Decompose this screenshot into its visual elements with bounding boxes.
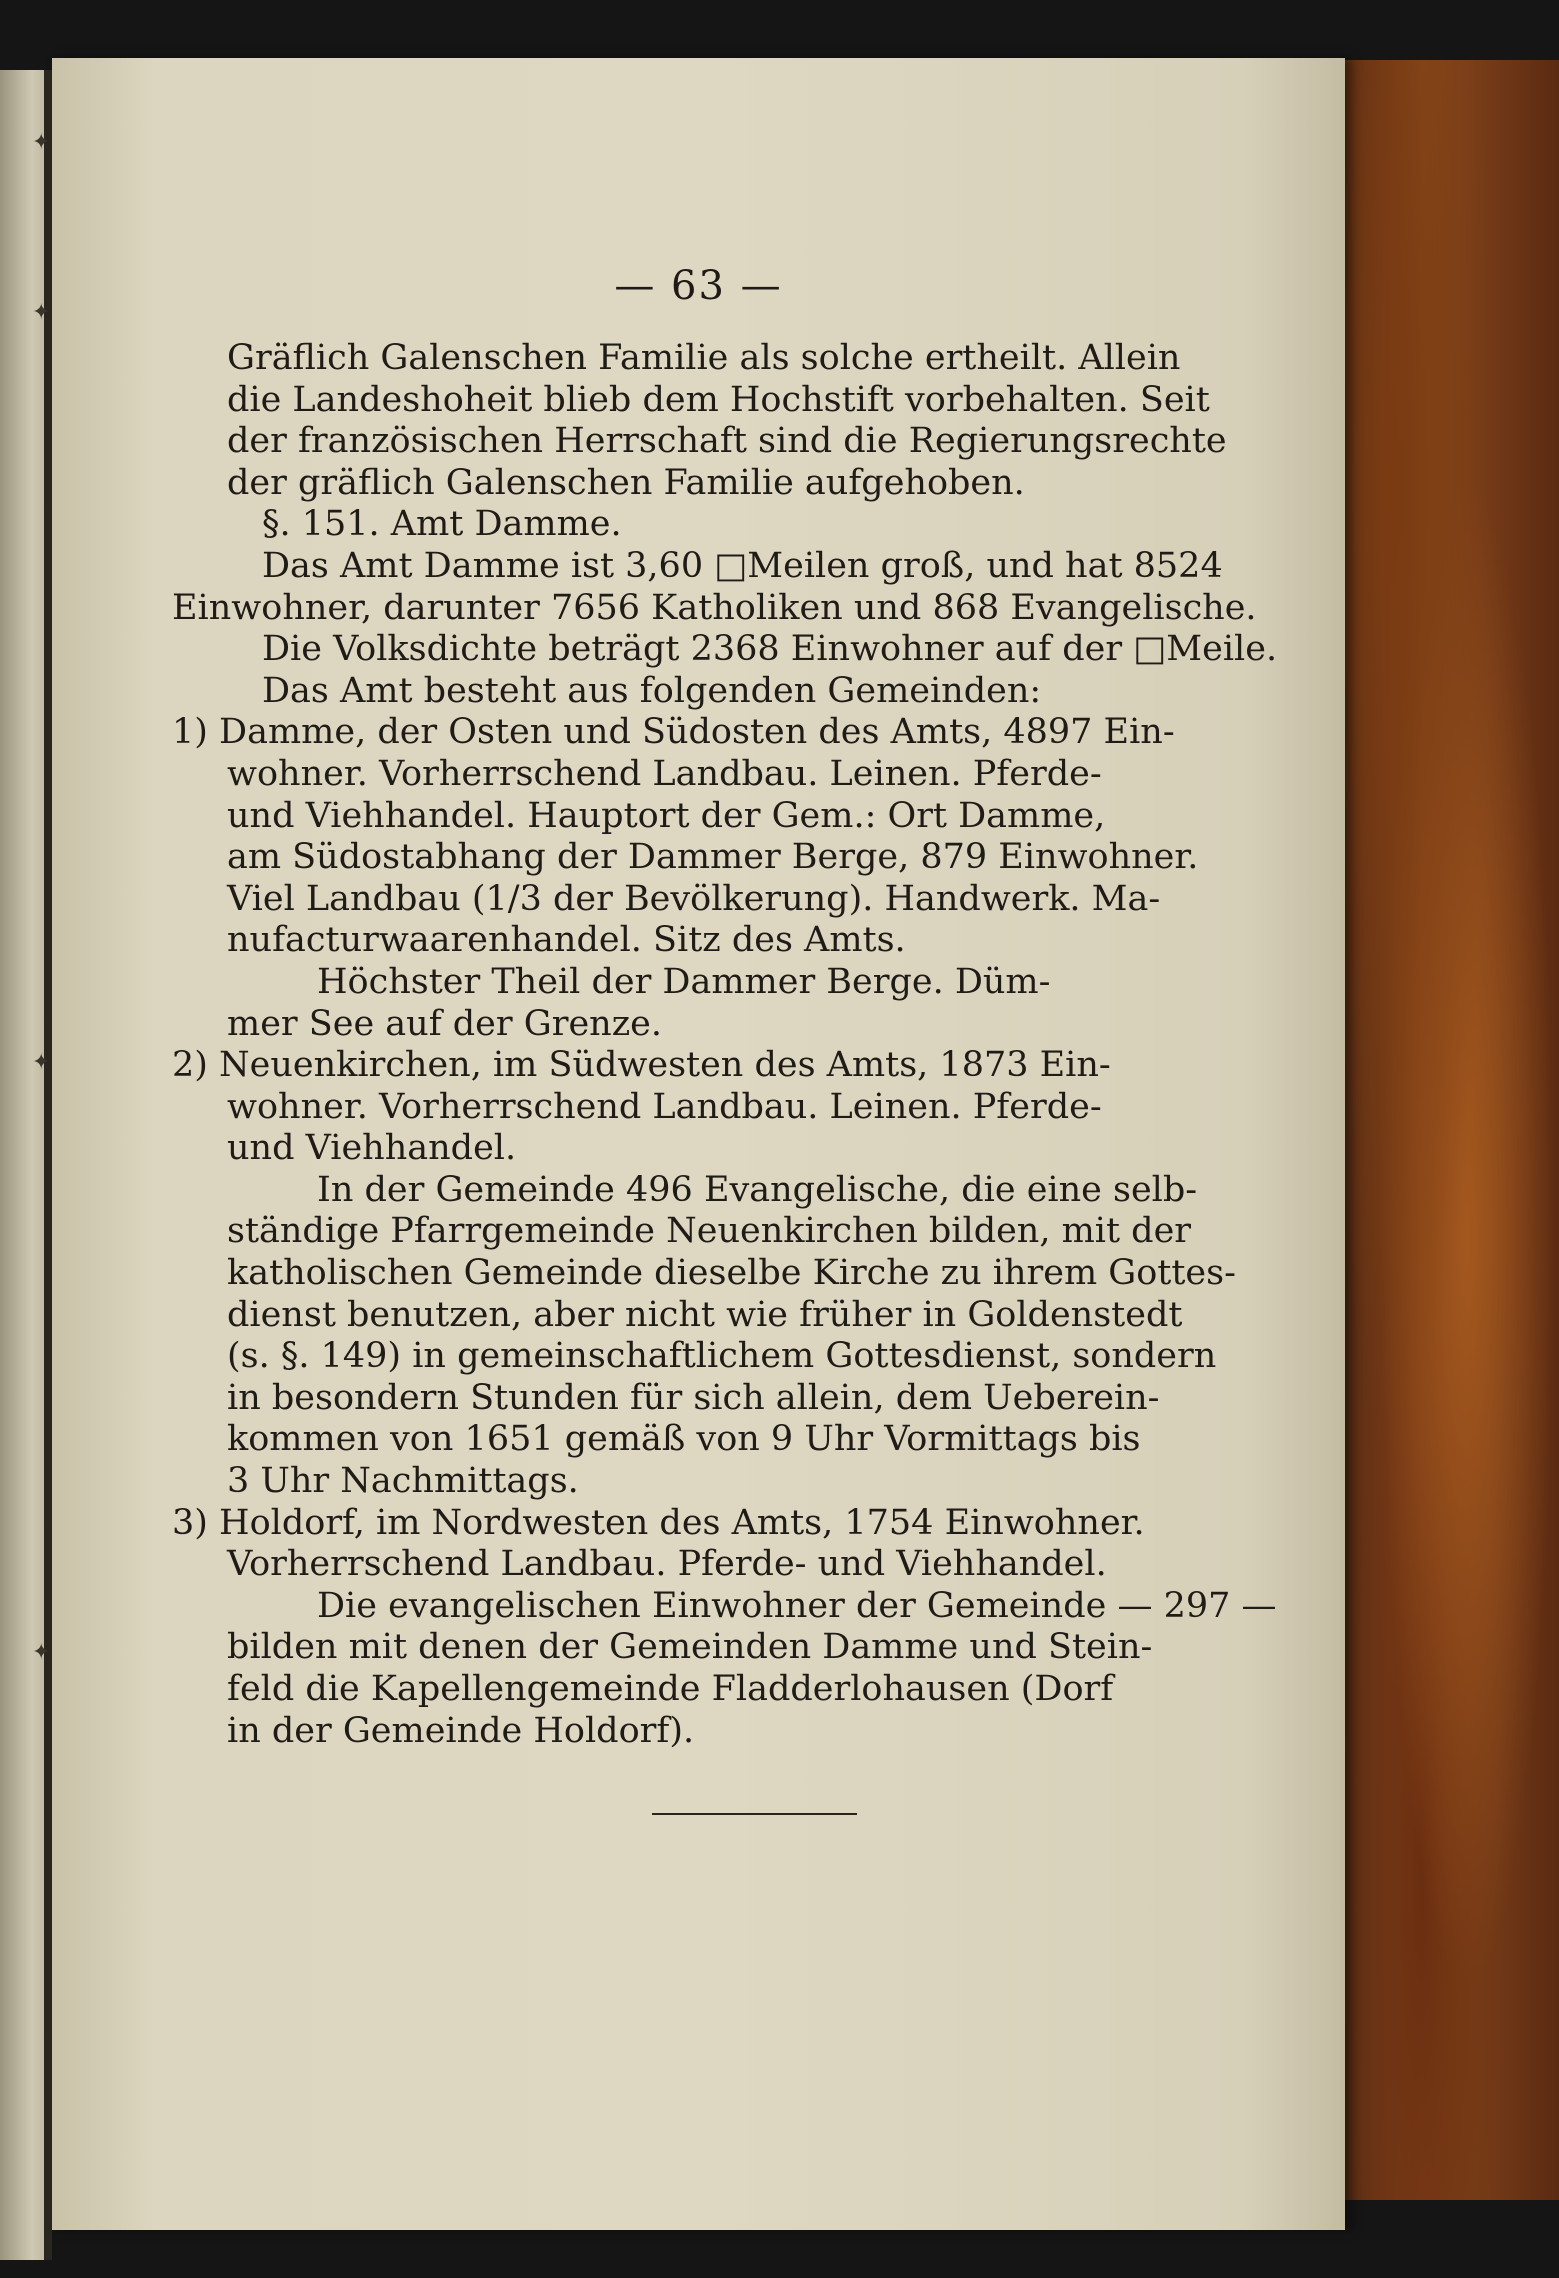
page-number: — 63 — — [614, 263, 783, 309]
text-line: bilden mit denen der Gemeinden Damme und Stein- — [227, 1627, 1153, 1668]
text-line: Das Amt besteht aus folgenden Gemeinden: — [262, 670, 1042, 711]
book-binding — [44, 70, 52, 2260]
text-line: feld die Kapellengemeinde Fladderlohausen (Dorf — [227, 1669, 1114, 1709]
text-line: 2) Neuenkirchen, im Südwesten des Amts, 1873 Ein- — [172, 1045, 1111, 1086]
margin-mark: ✦ — [32, 1050, 51, 1075]
text-line: am Südostabhang der Dammer Berge, 879 Einwohner. — [227, 837, 1199, 878]
marbled-cover-edge — [1330, 60, 1559, 2200]
text-line: 3) Holdorf, im Nordwesten des Amts, 1754 Einwohner. — [172, 1502, 1145, 1543]
text-line: Gräflich Galenschen Familie als solche ertheilt. Allein — [227, 338, 1181, 378]
text-line: §. 151. Amt Damme. — [262, 504, 622, 545]
text-line: kommen von 1651 gemäß von 9 Uhr Vormittags bis — [227, 1419, 1141, 1460]
section-end-rule — [652, 1813, 857, 1815]
text-line: Einwohner, darunter 7656 Katholiken und 868 Evangelische. — [172, 587, 1257, 628]
text-line: dienst benutzen, aber nicht wie früher in Goldenstedt — [227, 1294, 1183, 1335]
text-line: nufacturwaarenhandel. Sitz des Amts. — [227, 920, 906, 961]
text-line: (s. §. 149) in gemeinschaftlichem Gottesdienst, sondern — [227, 1336, 1217, 1377]
page-body-text — [172, 338, 1287, 1752]
text-line: In der Gemeinde 496 Evangelische, die eine selb- — [317, 1169, 1198, 1210]
text-line: 1) Damme, der Osten und Südosten des Amts, 4897 Ein- — [172, 712, 1175, 753]
text-line: ständige Pfarrgemeinde Neuenkirchen bilden, mit der — [227, 1211, 1192, 1252]
book-page — [52, 58, 1345, 2230]
text-line: wohner. Vorherrschend Landbau. Leinen. Pferde- — [227, 753, 1102, 794]
text-line: die Landeshoheit blieb dem Hochstift vorbehalten. Seit — [227, 379, 1210, 420]
text-line: in besondern Stunden für sich allein, dem Ueberein- — [227, 1377, 1160, 1418]
text-line: Das Amt Damme ist 3,60 □Meilen groß, und hat 8524 — [262, 545, 1223, 586]
text-line: 3 Uhr Nachmittags. — [227, 1461, 579, 1502]
text-line: katholischen Gemeinde dieselbe Kirche zu ihrem Gottes- — [227, 1253, 1236, 1294]
text-line: Die evangelischen Einwohner der Gemeinde — 297 — — [317, 1585, 1277, 1626]
text-line: Viel Landbau (1/3 der Bevölkerung). Handwerk. Ma- — [227, 878, 1161, 919]
margin-mark: ✦ — [32, 1640, 51, 1665]
text-line: und Viehhandel. — [227, 1128, 517, 1169]
text-line: Die Volksdichte beträgt 2368 Einwohner auf der □Meile. — [262, 629, 1278, 670]
text-line: Vorherrschend Landbau. Pferde- und Viehhandel. — [227, 1544, 1107, 1585]
text-line: der gräflich Galenschen Familie aufgehoben. — [227, 462, 1025, 503]
text-line: und Viehhandel. Hauptort der Gem.: Ort Damme, — [227, 795, 1106, 836]
text-line: der französischen Herrschaft sind die Regierungsrechte — [227, 421, 1227, 462]
margin-mark: ✦ — [32, 300, 51, 325]
left-page-edge — [0, 70, 46, 2260]
text-line: Höchster Theil der Dammer Berge. Düm- — [317, 961, 1051, 1002]
text-line: wohner. Vorherrschend Landbau. Leinen. Pferde- — [227, 1086, 1102, 1127]
text-line: mer See auf der Grenze. — [227, 1003, 662, 1044]
margin-mark: ✦ — [32, 130, 51, 155]
text-line: in der Gemeinde Holdorf). — [227, 1710, 695, 1751]
